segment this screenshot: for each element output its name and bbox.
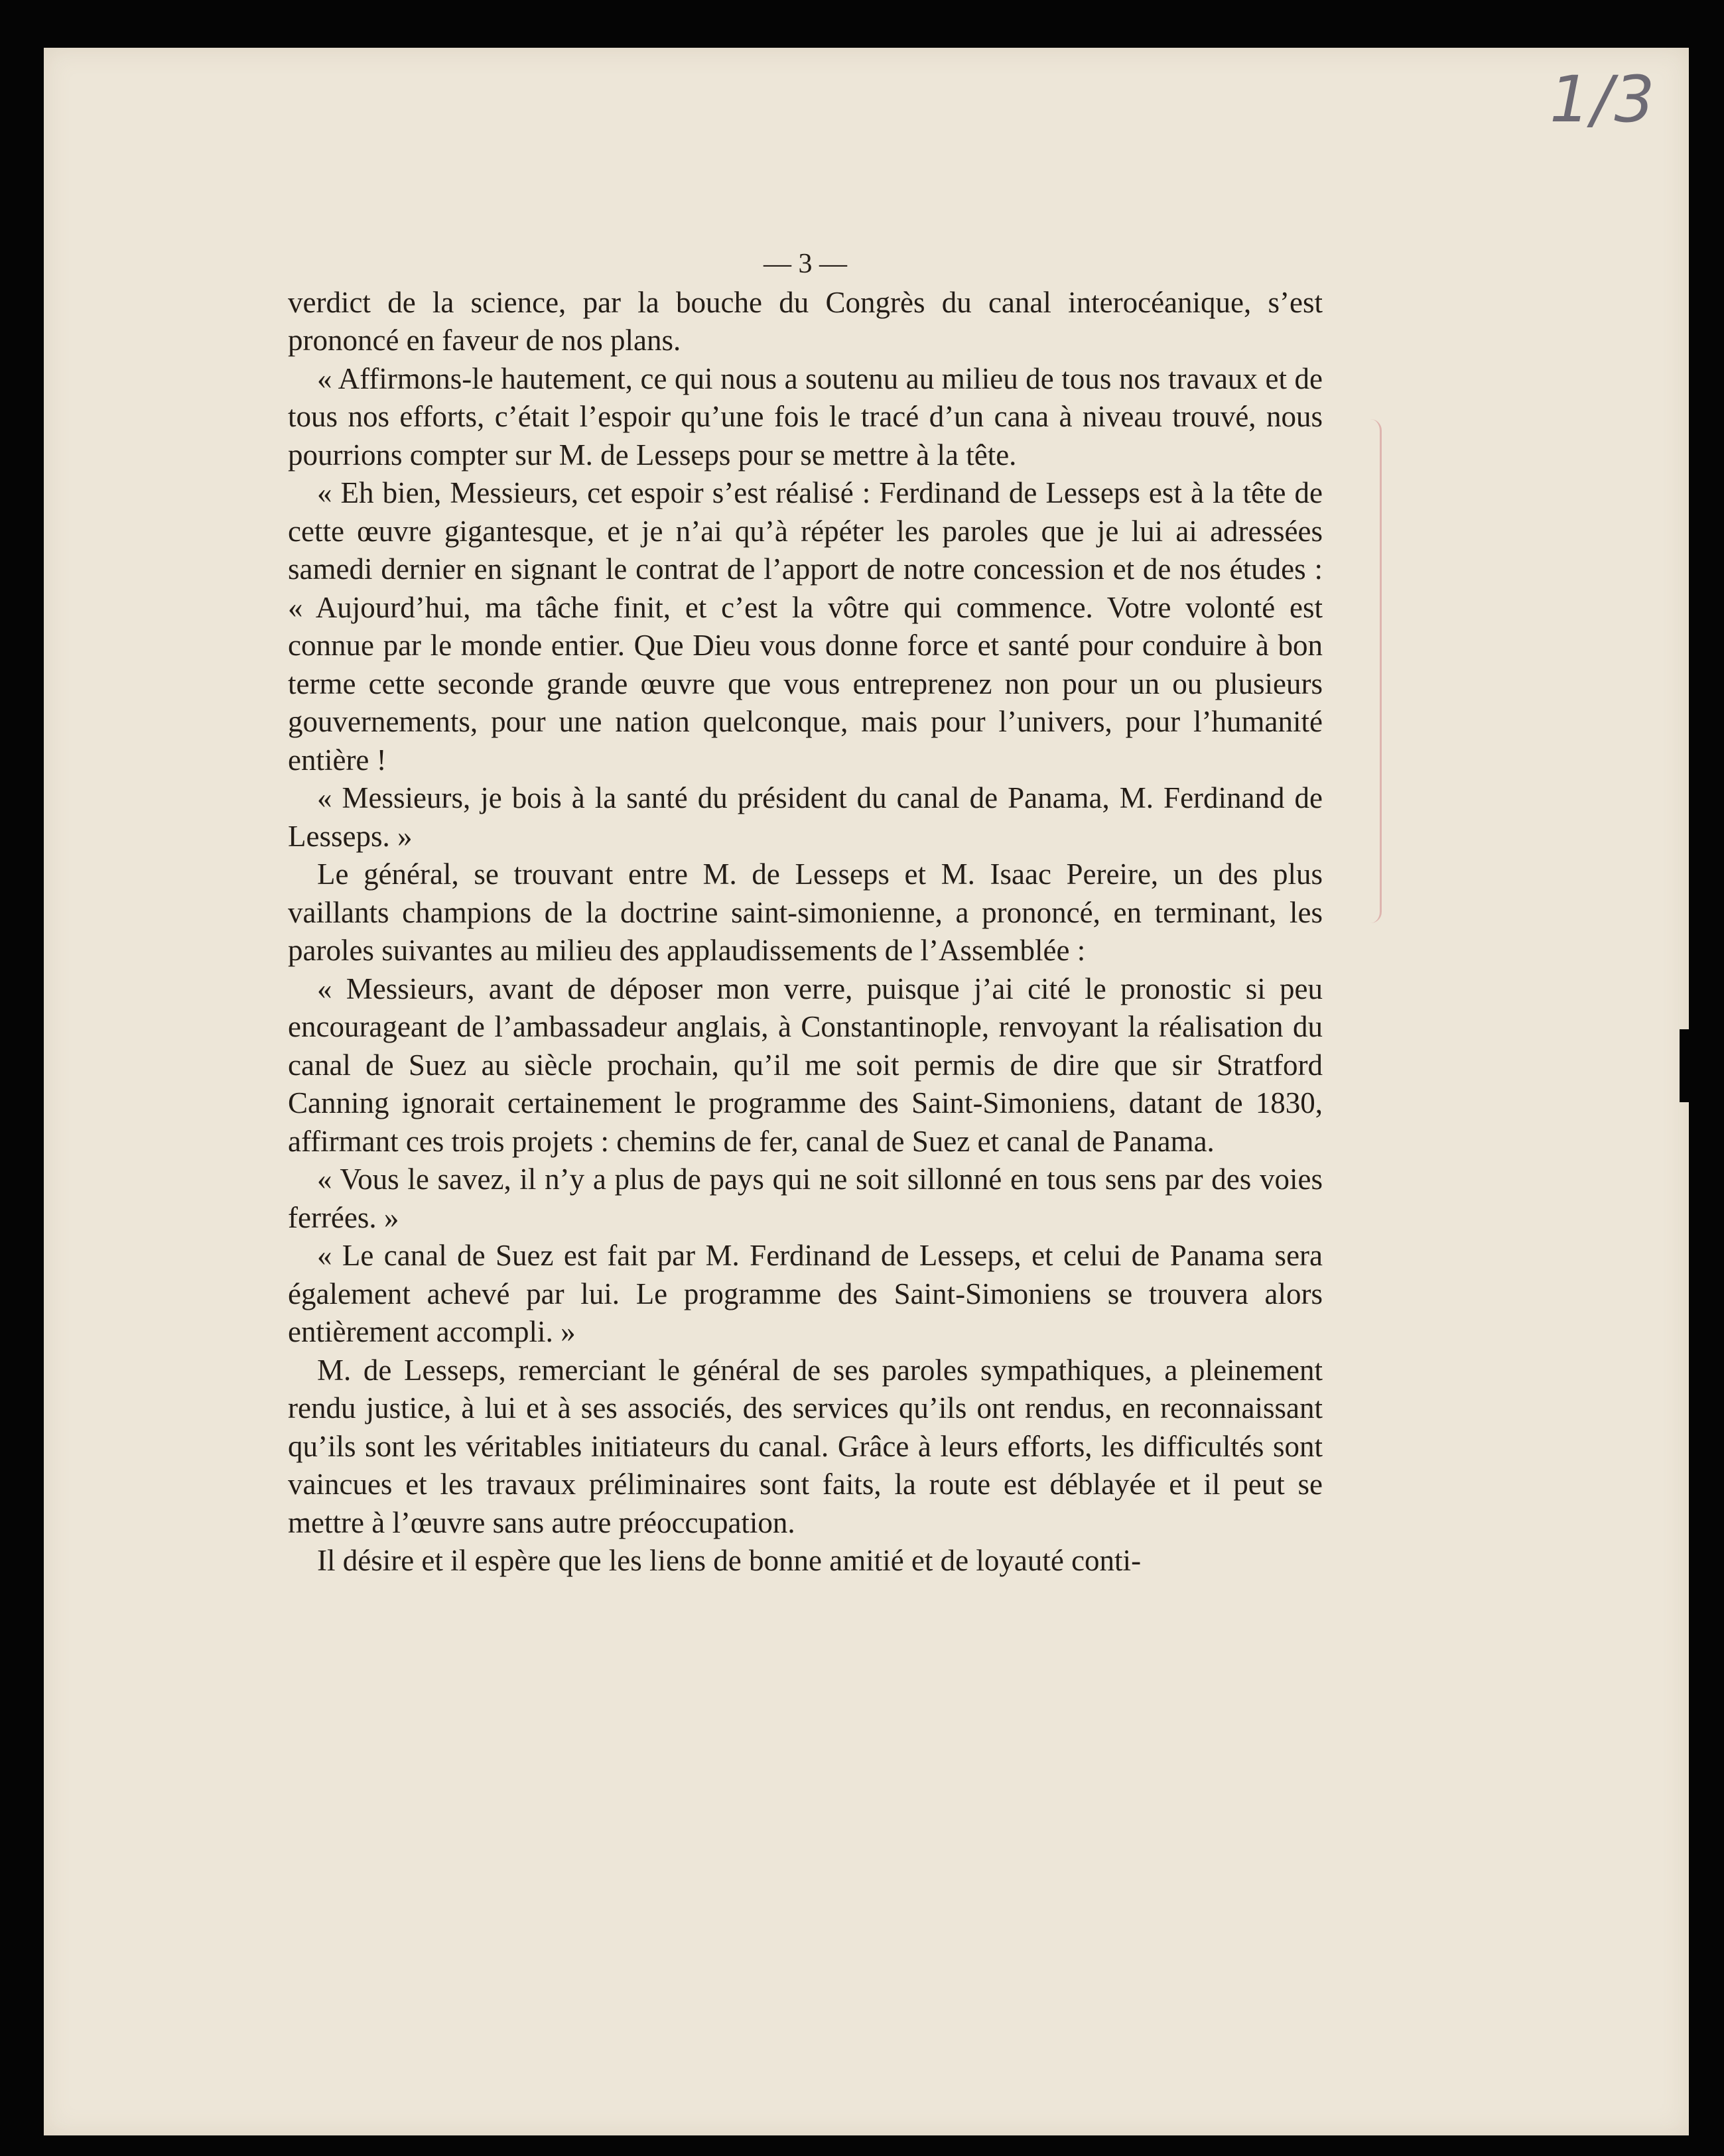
page-number: — 3 — bbox=[763, 249, 847, 279]
paragraph: « Le canal de Suez est fait par M. Ferdinand de Lesseps, et celui de Panama sera également achevé par lui. Le programme des Saint-Simoniens se trouvera alors entièrement accompli. » bbox=[288, 1239, 1323, 1348]
paragraph: « Messieurs, avant de déposer mon verre, puisque j’ai cité le pronostic si peu encourageant de l’ambassadeur anglais, à Constantinople, renvoyant la réalisation du canal de Suez au siècle prochain, qu’il me soit permis de dire que sir Stratford Canning ignorait certainement le programme des Saint-Simoniens, datant de 1830, affirmant ces trois projets : chemins de fer, canal de Suez et canal de Panama. bbox=[288, 972, 1323, 1158]
paragraph: « Affirmons-le hautement, ce qui nous a soutenu au milieu de tous nos travaux et de tous nos efforts, c’était l’espoir qu’une fois le tracé d’un cana à niveau trouvé, nous pourrions compter sur M. de Lesseps pour se mettre à la tête. bbox=[288, 361, 1323, 472]
paragraph: Le général, se trouvant entre M. de Lesseps et M. Isaac Pereire, un des plus vaillants champions de la doctrine saint-simonienne, a prononcé, en terminant, les paroles suivantes au milieu des applaudissements de l’Assemblée : bbox=[288, 857, 1323, 967]
paragraph: « Vous le savez, il n’y a plus de pays qui ne soit sillonné en tous sens par des voies ferrées. » bbox=[288, 1163, 1323, 1234]
paragraph: verdict de la science, par la bouche du Congrès du canal interocéanique, s’est prononcé en faveur de nos plans. bbox=[288, 285, 1323, 357]
page-fold-notch bbox=[1680, 1029, 1689, 1102]
red-margin-mark bbox=[1370, 419, 1382, 923]
paragraph: « Messieurs, je bois à la santé du président du canal de Panama, M. Ferdinand de Lesseps. » bbox=[288, 781, 1323, 853]
paragraph: « Eh bien, Messieurs, cet espoir s’est réalisé : Ferdinand de Lesseps est à la tête de cette œuvre gigantesque, et je n’ai qu’à répéter les paroles que je lui ai adressées samedi dernier en signant le contrat de l’apport de notre concession et de nos études : « Aujourd’hui, ma tâche finit, et c’est la vôtre qui commence. Votre volonté est connue par le monde entier. Que Dieu vous donne force et santé pour conduire à bon terme cette seconde grande œuvre que vous entreprenez non pour un ou plusieurs gouvernements, pour une nation quelconque, mais pour l’univers, pour l’humanité entière ! bbox=[288, 476, 1323, 777]
paragraph: M. de Lesseps, remerciant le général de ses paroles sympathiques, a pleinement rendu justice, à lui et à ses associés, des services qu’ils ont rendus, en reconnaissant qu’ils sont les véritables initiateurs du canal. Grâce à leurs efforts, les difficultés sont vaincues et les travaux préliminaires sont faits, la route est déblayée et il peut se mettre à l’œuvre sans autre préoccupation. bbox=[288, 1353, 1323, 1539]
handwritten-folio: 1/3 bbox=[1550, 62, 1656, 137]
text-block bbox=[288, 245, 1323, 1580]
paragraph: Il désire et il espère que les liens de bonne amitié et de loyauté conti- bbox=[317, 1544, 1142, 1577]
